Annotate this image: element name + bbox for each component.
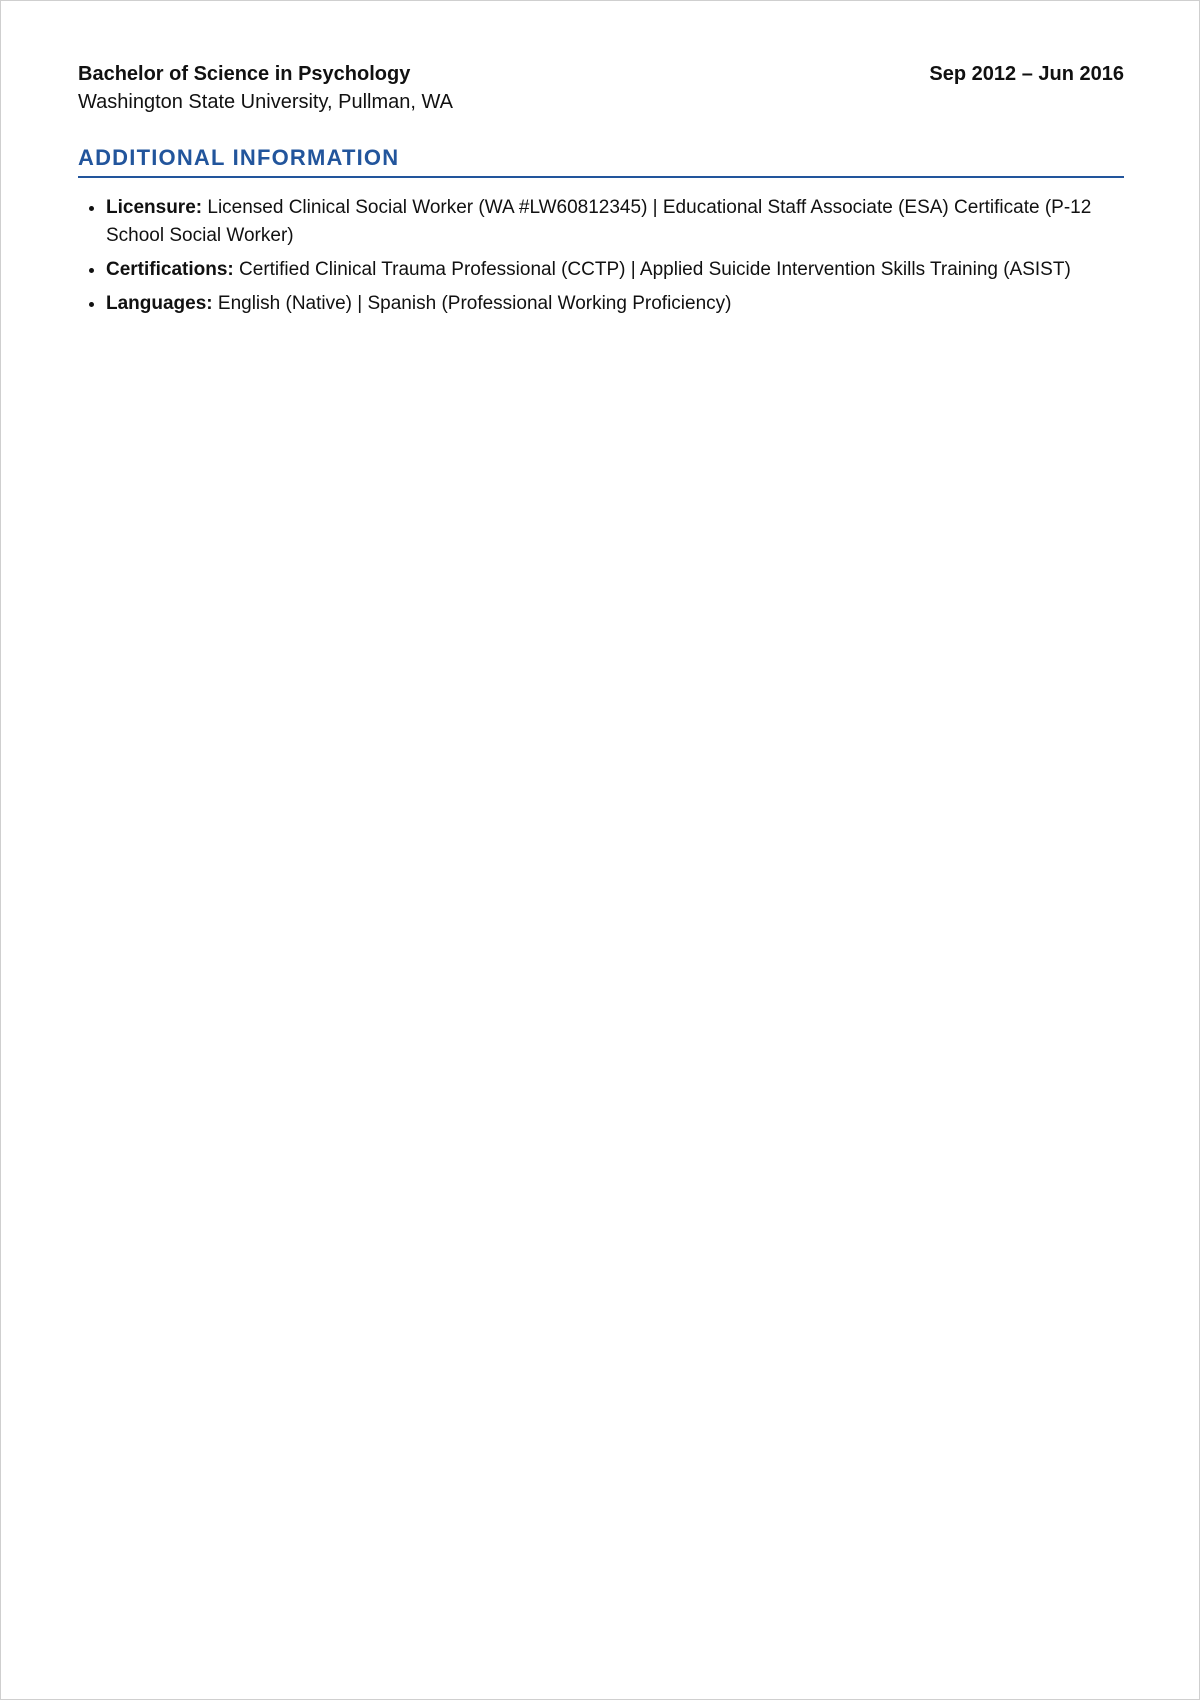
education-header-row: [78, 59, 1124, 89]
item-label: Licensure:: [106, 197, 203, 218]
item-text: English (Native) | Spanish (Professional Working Proficiency): [217, 293, 732, 314]
list-item-languages: [106, 290, 1124, 318]
degree-title: Bachelor of Science in Psychology: [78, 63, 411, 85]
item-label: Languages:: [106, 293, 213, 314]
resume-content: [78, 59, 1124, 324]
item-text: Certified Clinical Trauma Professional (CCTP) | Applied Suicide Intervention Skills Training (ASIST): [239, 259, 1071, 280]
school-name: Washington State University, Pullman, WA: [78, 91, 453, 113]
section-heading-additional-information: ADDITIONAL INFORMATION: [78, 145, 1124, 178]
additional-info-list: [78, 194, 1124, 318]
education-dates: Sep 2012 – Jun 2016: [929, 63, 1124, 85]
item-text: Licensed Clinical Social Worker (WA #LW60812345) | Educational Staff Associate (ESA) Certificate (P-12 School Social Worker): [106, 197, 1092, 246]
list-item-licensure: [106, 194, 1124, 250]
education-entry: [78, 59, 1124, 115]
list-item-certifications: [106, 256, 1124, 284]
item-label: Certifications:: [106, 259, 234, 280]
